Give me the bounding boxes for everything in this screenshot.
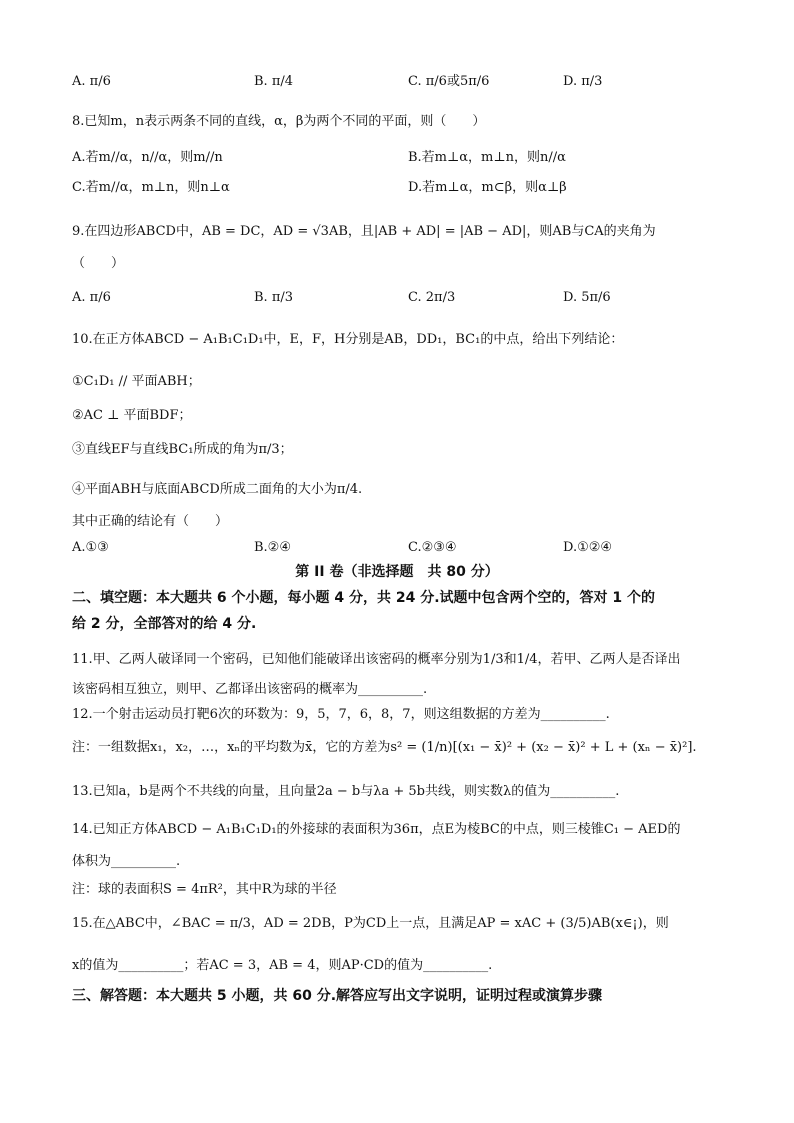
q15-line2: x的值为__________；若AC = 3，AB = 4，则AP·CD的值为__________. — [72, 958, 493, 973]
q12-line1: 12.一个射击运动员打靶6次的环数为：9，5，7，6，8，7，则这组数据的方差为__________. — [72, 707, 610, 722]
q14-line1: 14.已知正方体ABCD − A₁B₁C₁D₁的外接球的表面积为36π，点E为棱BC的中点，则三棱锥C₁ − AED的 — [72, 822, 681, 837]
q8-option-c: C.若m//α，m⊥n，则n⊥α — [72, 180, 230, 195]
q9-option-c: C. 2π/3 — [408, 290, 456, 305]
q10-question: 其中正确的结论有（ ） — [72, 514, 229, 529]
q10-item-4: ④平面ABH与底面ABCD所成二面角的大小为π/4. — [72, 482, 363, 497]
section2-heading-line1: 二、填空题：本大题共 6 个小题，每小题 4 分，共 24 分.试题中包含两个空的，答对 1 个的 — [72, 590, 656, 606]
q9-option-d: D. 5π/6 — [563, 290, 611, 305]
q7-option-a: A. π/6 — [72, 74, 111, 89]
q8-stem: 8.已知m，n表示两条不同的直线，α，β为两个不同的平面，则（ ） — [72, 114, 486, 129]
q10-item-1: ①C₁D₁ // 平面ABH； — [72, 374, 201, 389]
q7-option-d: D. π/3 — [563, 74, 603, 89]
q10-stem: 10.在正方体ABCD − A₁B₁C₁D₁中，E，F，H分别是AB，DD₁，BC₁的中点，给出下列结论： — [72, 332, 624, 347]
q10-option-b: B.②④ — [254, 540, 291, 555]
q9-option-a: A. π/6 — [72, 290, 111, 305]
q7-option-b: B. π/4 — [254, 74, 294, 89]
q11-line1: 11.甲、乙两人破译同一个密码，已知他们能破译出该密码的概率分别为1/3和1/4，若甲、乙两人是否译出 — [72, 652, 681, 667]
q9-option-b: B. π/3 — [254, 290, 294, 305]
q14-line2: 体积为__________. — [72, 854, 181, 869]
q9-paren: （ ） — [72, 256, 125, 271]
q8-option-d: D.若m⊥α，m⊂β，则α⊥β — [408, 180, 567, 195]
q10-option-c: C.②③④ — [408, 540, 457, 555]
q12-note: 注：一组数据x₁，x₂，…，xₙ的平均数为x̄，它的方差为s² = (1/n)[(x₁ − x̄)² + (x₂ − x̄)² + L + (xₙ − x̄)²]. — [72, 740, 697, 755]
q8-option-a: A.若m//α，n//α，则m//n — [72, 150, 223, 165]
q11-line2: 该密码相互独立，则甲、乙都译出该密码的概率为__________. — [72, 682, 428, 697]
q7-option-c: C. π/6或5π/6 — [408, 74, 490, 89]
q10-item-3: ③直线EF与直线BC₁所成的角为π/3； — [72, 442, 293, 457]
part2-title: 第 II 卷（非选择题 共 80 分） — [295, 564, 499, 580]
q14-note: 注：球的表面积S = 4πR²，其中R为球的半径 — [72, 882, 337, 897]
q8-option-b: B.若m⊥α，m⊥n，则n//α — [408, 150, 566, 165]
q10-option-a: A.①③ — [72, 540, 109, 555]
section2-heading-line2: 给 2 分，全部答对的给 4 分. — [72, 616, 257, 632]
q9-stem: 9.在四边形ABCD中，AB = DC，AD = √3AB，且|AB + AD| = |AB − AD|，则AB与CA的夹角为 — [72, 224, 656, 239]
q10-item-2: ②AC ⊥ 平面BDF； — [72, 408, 192, 423]
q15-line1: 15.在△ABC中，∠BAC = π/3，AD = 2DB，P为CD上一点，且满足AP = xAC + (3/5)AB(x∈¡)，则 — [72, 916, 669, 931]
section3-heading: 三、解答题：本大题共 5 小题，共 60 分.解答应写出文字说明，证明过程或演算步骤 — [72, 988, 603, 1004]
q13-line1: 13.已知a，b是两个不共线的向量，且向量2a − b与λa + 5b共线，则实数λ的值为__________. — [72, 784, 620, 799]
q10-option-d: D.①②④ — [563, 540, 613, 555]
